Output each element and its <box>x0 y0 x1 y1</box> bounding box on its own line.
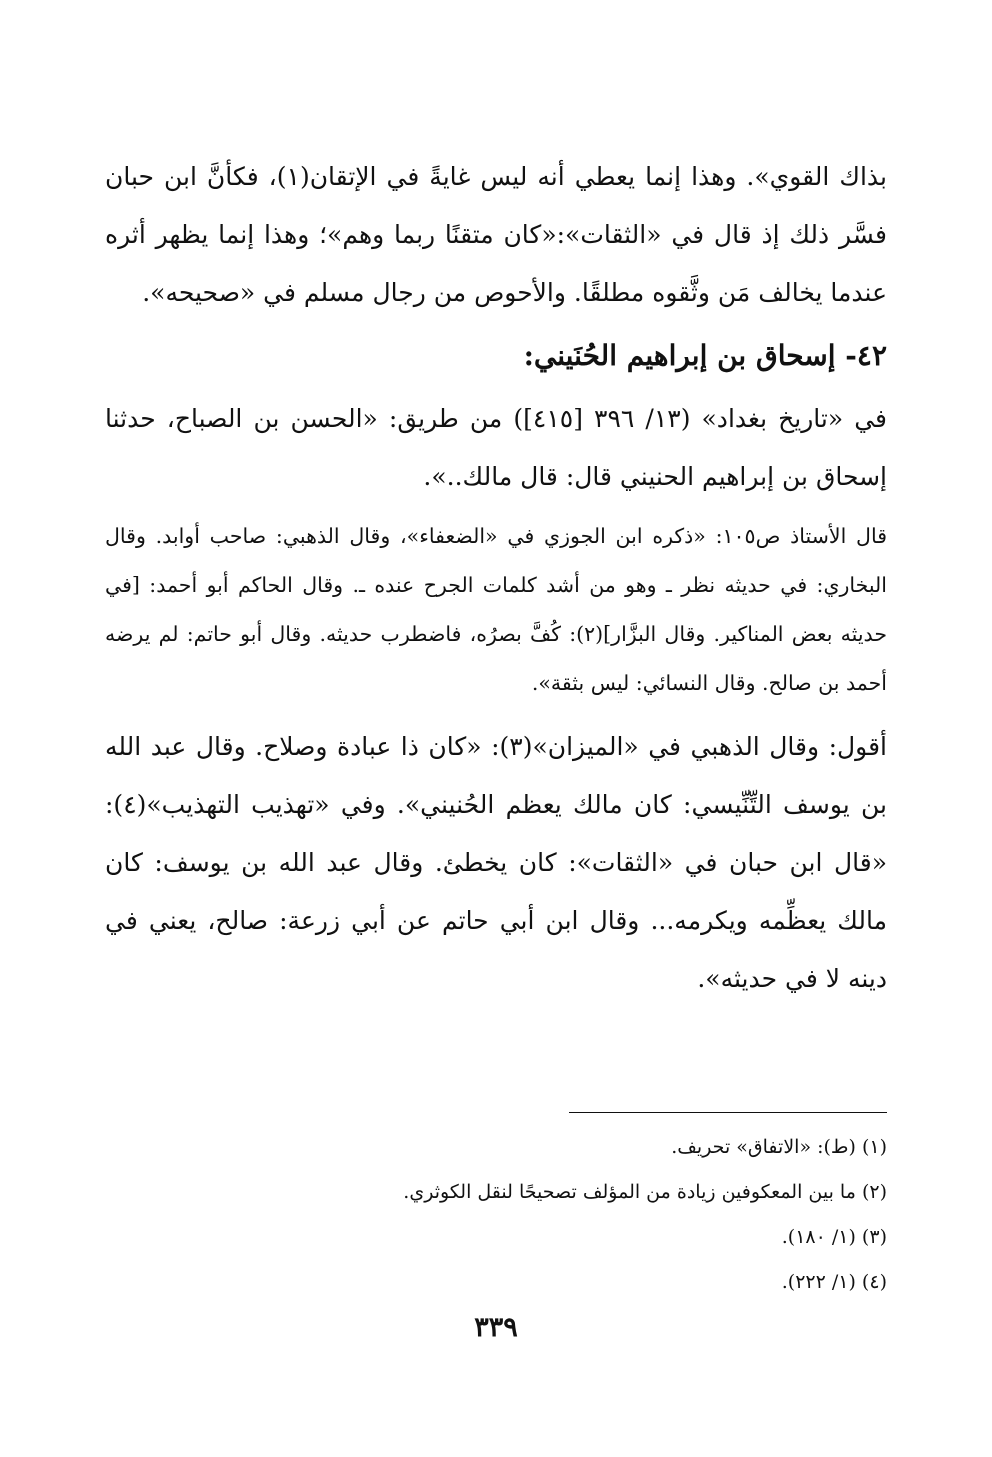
footnote-divider <box>569 1112 887 1113</box>
paragraph-1: بذاك القوي». وهذا إنما يعطي أنه ليس غايةً في الإتقان(١)، فكأنَّ ابن حبان فسَّر ذلك إذ قال في «الثقات»:«كان متقنًا ربما وهم»؛ وهذا إنما يظهر أثره عندما يخالف مَن وثَّقوه مطلقًا. والأحوص من رجال مسلم في «صحيحه». <box>105 162 887 307</box>
paragraph-3: أقول: وقال الذهبي في «الميزان»(٣): «كان ذا عبادة وصلاح. وقال عبد الله بن يوسف التِّنِّيسي: كان مالك يعظم الحُنيني». وفي «تهذيب التهذيب»(٤): «قال ابن حبان في «الثقات»: كان يخطئ. وقال عبد الله بن يوسف: كان مالك يعظِّمه ويكرمه... وقال ابن أبي حاتم عن أبي زرعة: صالح، يعني في دينه لا في حديثه». <box>105 732 887 993</box>
footnote-3: (٣) (١/ ١٨٠). <box>781 1226 887 1248</box>
footnote-4: (٤) (١/ ٢٢٢). <box>781 1271 887 1293</box>
footnote-2: (٢) ما بين المعكوفين زيادة من المؤلف تصحيحًا لنقل الكوثري. <box>403 1181 887 1203</box>
paragraph-2: في «تاريخ بغداد» (١٣/ ٣٩٦ [٤١٥]) من طريق: «الحسن بن الصباح، حدثنا إسحاق بن إبراهيم الحنيني قال: قال مالك..». <box>105 404 887 491</box>
entry-heading: ٤٢- إسحاق بن إبراهيم الحُنَيني: <box>523 339 887 372</box>
footnote-1: (١) (ط): «الاتفاق» تحريف. <box>671 1136 887 1158</box>
page-number: ٣٣٩ <box>474 1312 518 1343</box>
page-body <box>105 148 887 1008</box>
footnotes <box>105 1112 887 1305</box>
quoted-block: قال الأستاذ ص١٠٥: «ذكره ابن الجوزي في «الضعفاء»، وقال الذهبي: صاحب أوابد. وقال البخاري: في حديثه نظر ـ وهو من أشد كلمات الجرح عنده ـ. وقال الحاكم أبو أحمد: [في حديثه بعض المناكير. وقال البزَّار](٢): كُفَّ بصرُه، فاضطرب حديثه. وقال أبو حاتم: لم يرضه أحمد بن صالح. وقال النسائي: ليس بثقة». <box>105 524 887 695</box>
